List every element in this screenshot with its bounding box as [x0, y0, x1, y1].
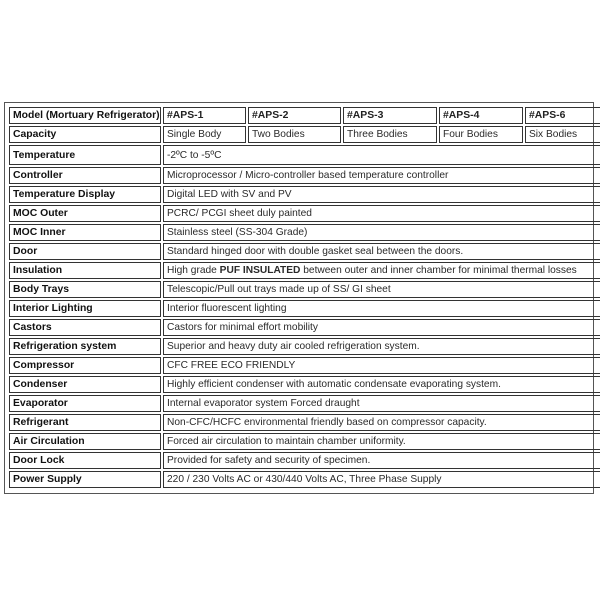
spec-label: Body Trays — [9, 281, 161, 298]
insulation-suffix: between outer and inner chamber for minimal thermal losses — [300, 265, 577, 276]
spec-label: Refrigeration system — [9, 338, 161, 355]
model-aps-2: #APS-2 — [248, 107, 341, 124]
model-aps-6: #APS-6 — [525, 107, 600, 124]
spec-label: Controller — [9, 167, 161, 184]
spec-label: Temperature Display — [9, 186, 161, 203]
spec-row — [9, 186, 600, 203]
spec-value: 220 / 230 Volts AC or 430/440 Volts AC, Three Phase Supply — [163, 471, 600, 488]
capacity-aps-4: Four Bodies — [439, 126, 523, 143]
spec-value: Standard hinged door with double gasket seal between the doors. — [163, 243, 600, 260]
insulation-label: Insulation — [9, 262, 161, 279]
spec-value: Internal evaporator system Forced draught — [163, 395, 600, 412]
model-aps-4: #APS-4 — [439, 107, 523, 124]
capacity-aps-3: Three Bodies — [343, 126, 437, 143]
spec-value: Stainless steel (SS-304 Grade) — [163, 224, 600, 241]
spec-value: Forced air circulation to maintain chamber uniformity. — [163, 433, 600, 450]
spec-row — [9, 243, 600, 260]
spec-row — [9, 281, 600, 298]
spec-value: Interior fluorescent lighting — [163, 300, 600, 317]
capacity-aps-1: Single Body — [163, 126, 246, 143]
spec-row — [9, 414, 600, 431]
spec-row — [9, 395, 600, 412]
spec-row — [9, 376, 600, 393]
model-header-label: Model (Mortuary Refrigerator) — [9, 107, 161, 124]
spec-row — [9, 357, 600, 374]
capacity-row — [9, 126, 600, 143]
spec-label: MOC Outer — [9, 205, 161, 222]
temperature-value: -2ºC to -5ºC — [163, 145, 600, 165]
spec-label: Condenser — [9, 376, 161, 393]
insulation-prefix: High grade — [167, 265, 220, 276]
spec-value: Superior and heavy duty air cooled refrigeration system. — [163, 338, 600, 355]
spec-row — [9, 224, 600, 241]
model-aps-1: #APS-1 — [163, 107, 246, 124]
spec-label: Door Lock — [9, 452, 161, 469]
spec-row — [9, 205, 600, 222]
spec-value: Provided for safety and security of specimen. — [163, 452, 600, 469]
spec-value: CFC FREE ECO FRIENDLY — [163, 357, 600, 374]
spec-row — [9, 338, 600, 355]
capacity-aps-2: Two Bodies — [248, 126, 341, 143]
model-header-row — [9, 107, 600, 124]
spec-label: Power Supply — [9, 471, 161, 488]
spec-value: PCRC/ PCGI sheet duly painted — [163, 205, 600, 222]
spec-value: Castors for minimal effort mobility — [163, 319, 600, 336]
model-aps-3: #APS-3 — [343, 107, 437, 124]
capacity-label: Capacity — [9, 126, 161, 143]
spec-row — [9, 433, 600, 450]
spec-label: Interior Lighting — [9, 300, 161, 317]
spec-value: Highly efficient condenser with automatic condensate evaporating system. — [163, 376, 600, 393]
temperature-label: Temperature — [9, 145, 161, 165]
spec-table — [7, 105, 600, 490]
spec-label: MOC Inner — [9, 224, 161, 241]
spec-table-frame — [4, 102, 594, 494]
spec-row — [9, 452, 600, 469]
spec-row — [9, 471, 600, 488]
spec-row — [9, 167, 600, 184]
spec-label: Evaporator — [9, 395, 161, 412]
spec-label: Compressor — [9, 357, 161, 374]
spec-value: Digital LED with SV and PV — [163, 186, 600, 203]
spec-label: Refrigerant — [9, 414, 161, 431]
spec-row — [9, 319, 600, 336]
spec-value: Microprocessor / Micro-controller based temperature controller — [163, 167, 600, 184]
spec-value: Non-CFC/HCFC environmental friendly based on compressor capacity. — [163, 414, 600, 431]
spec-value: Telescopic/Pull out trays made up of SS/ GI sheet — [163, 281, 600, 298]
spec-label: Air Circulation — [9, 433, 161, 450]
spec-label: Door — [9, 243, 161, 260]
spec-label: Castors — [9, 319, 161, 336]
spec-row — [9, 300, 600, 317]
capacity-aps-6: Six Bodies — [525, 126, 600, 143]
temperature-row — [9, 145, 600, 165]
insulation-emphasis: PUF INSULATED — [219, 265, 301, 276]
insulation-value — [163, 262, 600, 279]
insulation-row — [9, 262, 600, 279]
